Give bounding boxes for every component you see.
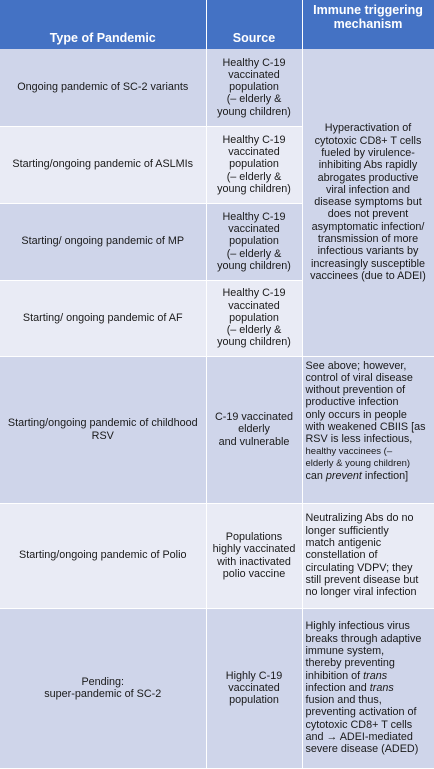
mechanism-cell-merged: Hyperactivation of cytotoxic CD8+ T cells fueled by virulence- inhibiting Abs rapidly abrogates productive viral infection and disease symptoms but does not prevent asymptomatic infection/ transmission of more infectious variants by increasingly susceptible vaccinees (due to ADEI) (302, 49, 434, 356)
source-cell: Healthy C-19 vaccinated population (– elderly & young children) (206, 126, 302, 203)
type-cell: Starting/ongoing pandemic of childhood RSV (0, 356, 206, 503)
header-source: Source (206, 0, 302, 49)
type-cell: Starting/ongoing pandemic of Polio (0, 503, 206, 608)
source-cell: Highly C-19 vaccinated population (206, 608, 302, 768)
type-cell: Starting/ ongoing pandemic of MP (0, 203, 206, 280)
table-row (0, 503, 434, 608)
header-type: Type of Pandemic (0, 0, 206, 49)
source-cell: C-19 vaccinated elderly and vulnerable (206, 356, 302, 503)
mechanism-cell-rsv: See above; however, control of viral disease without prevention of productive infection only occurs in people with weakened CBIIS [as RSV is less infectious, healthy vaccinees (– elderly & young children) can prevent infection] (302, 356, 434, 503)
mechanism-cell-super: Highly infectious virus breaks through adaptive immune system, thereby preventing inhibition of trans infection and trans fusion and thus, preventing activation of cytotoxic CD8+ T cells and → ADEI-mediated severe disease (ADED) (302, 608, 434, 768)
source-cell: Healthy C-19 vaccinated population (– elderly & young children) (206, 203, 302, 280)
right-arrow-icon: → (326, 731, 338, 744)
source-cell: Healthy C-19 vaccinated population (– elderly & young children) (206, 280, 302, 356)
source-cell: Populations highly vaccinated with inactivated polio vaccine (206, 503, 302, 608)
table-row (0, 49, 434, 126)
source-cell: Healthy C-19 vaccinated population (– elderly & young children) (206, 49, 302, 126)
table-row (0, 608, 434, 768)
header-row (0, 0, 434, 49)
table-row (0, 356, 434, 503)
type-cell: Starting/ongoing pandemic of ASLMIs (0, 126, 206, 203)
header-mechanism: Immune triggering mechanism (302, 0, 434, 49)
type-cell: Pending: super-pandemic of SC-2 (0, 608, 206, 768)
mechanism-cell-polio: Neutralizing Abs do no longer sufficiently match antigenic constellation of circulating VDPV; they still prevent disease but no longer viral infection (302, 503, 434, 608)
type-cell: Starting/ ongoing pandemic of AF (0, 280, 206, 356)
type-cell: Ongoing pandemic of SC-2 variants (0, 49, 206, 126)
